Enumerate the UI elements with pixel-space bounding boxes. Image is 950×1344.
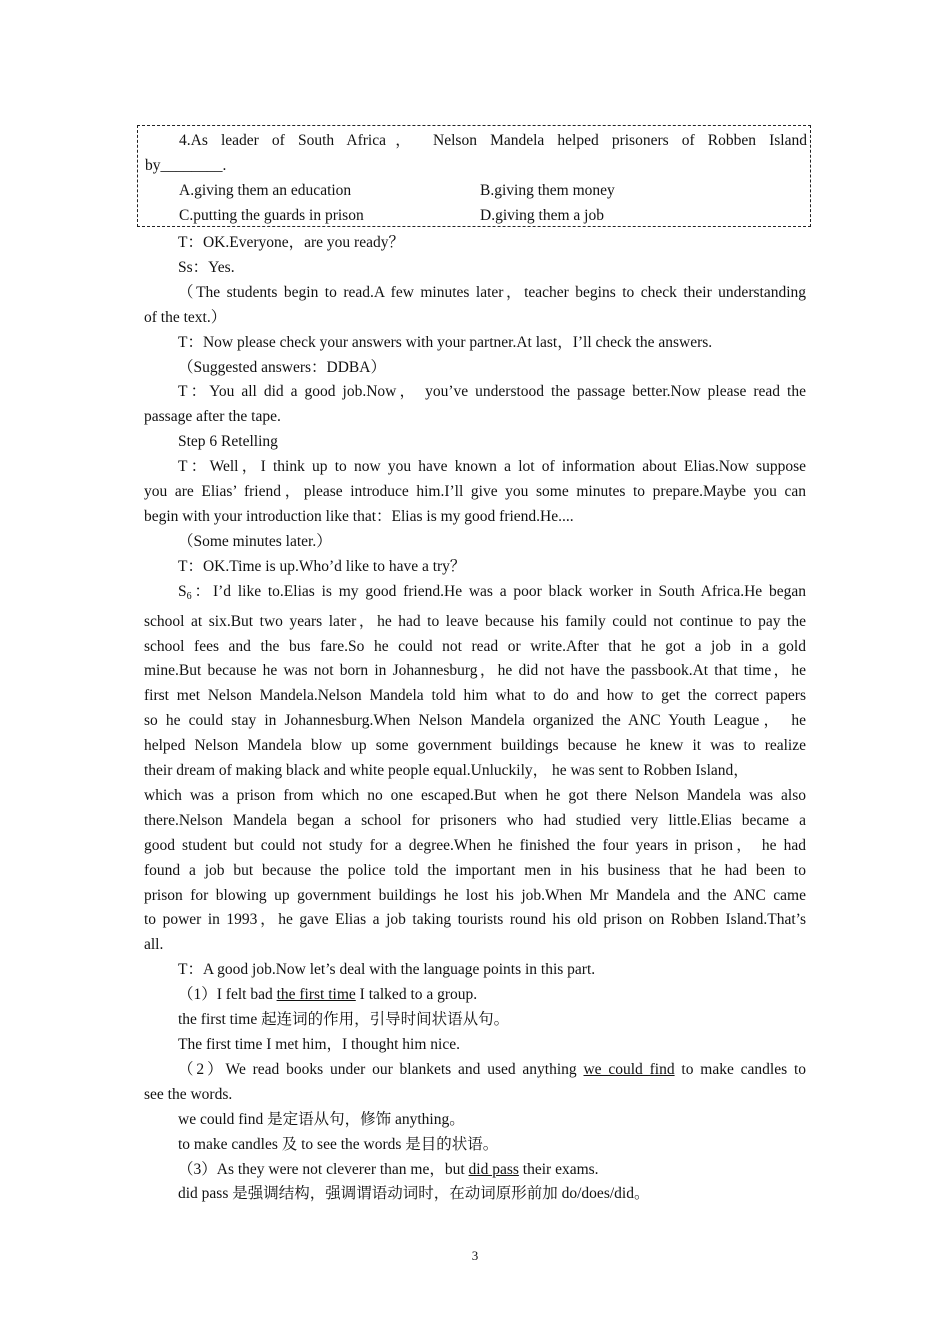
speaker-label: S bbox=[178, 582, 187, 600]
text-line: to make candles 及 to see the words 是目的状语。 bbox=[178, 1135, 499, 1153]
question-blank-line: by________. bbox=[145, 156, 227, 174]
text-line: school fees and the bus fare.So he could not read or write.After that he got a job in a gold bbox=[144, 637, 806, 655]
text-span: to make candles to bbox=[674, 1060, 806, 1078]
text-span: （2）We read books under our blankets and used anything bbox=[178, 1060, 584, 1078]
text-line: T：Now please check your answers with your partner.At last，I’ll check the answers. bbox=[178, 333, 713, 351]
options-row-1 bbox=[145, 179, 807, 204]
option-b: B.giving them money bbox=[480, 181, 615, 199]
language-point-2 bbox=[144, 1058, 806, 1083]
text-line: T：A good job.Now let’s deal with the language points in this part. bbox=[178, 961, 596, 979]
text-line: T：OK.Time is up.Who’d like to have a try？ bbox=[178, 557, 466, 575]
text-span: I talked to a group. bbox=[355, 986, 478, 1004]
text-span: （3）As they were not cleverer than me，but bbox=[178, 1160, 469, 1178]
text-line: first met Nelson Mandela.Nelson Mandela told him what to do and how to get the correct papers bbox=[144, 687, 806, 705]
text-line: T：OK.Everyone，are you ready？ bbox=[178, 234, 404, 251]
step-heading: Step 6 Retelling bbox=[178, 433, 278, 451]
question-stem: 4.As leader of South Africa， Nelson Mandela helped prisoners of Robben Island bbox=[179, 132, 807, 149]
page-number: 3 bbox=[471, 1248, 479, 1263]
text-span: ：I’d like to.Elias is my good friend.He was a poor black worker in South Africa.He began bbox=[191, 582, 806, 600]
text-line bbox=[144, 580, 806, 610]
option-c: C.putting the guards in prison bbox=[179, 206, 364, 224]
text-line: all. bbox=[144, 936, 164, 954]
underlined-phrase: did pass bbox=[468, 1160, 519, 1178]
text-line: mine.But because he was not born in Johannesburg，he did not have the passbook.At that time，he bbox=[144, 662, 806, 680]
underlined-phrase: the first time bbox=[276, 986, 356, 1004]
text-line: good student but could not study for a degree.When he finished the four years in prison， he had bbox=[144, 836, 806, 854]
text-line: so he could stay in Johannesburg.When Nelson Mandela organized the ANC Youth League， he bbox=[144, 712, 806, 730]
text-line: prison for blowing up government buildings he lost his job.When Mr Mandela and the ANC came bbox=[144, 886, 806, 904]
text-line: see the words. bbox=[144, 1085, 233, 1103]
text-line: Ss：Yes. bbox=[178, 258, 235, 276]
text-line: helped Nelson Mandela blow up some government buildings because he knew it was to realize bbox=[144, 737, 806, 755]
text-line: T：Well，I think up to now you have known a lot of information about Elias.Now suppose bbox=[178, 458, 806, 476]
text-line: found a job but because the police told the important men in his business that he had been to bbox=[144, 861, 806, 879]
text-line: the first time 起连词的作用，引导时间状语从句。 bbox=[178, 1011, 510, 1029]
text-line: which was a prison from which no one escaped.But when he got there Nelson Mandela was also bbox=[144, 786, 806, 804]
speaker-subscript: 6 bbox=[186, 590, 192, 602]
question-content bbox=[145, 129, 807, 229]
text-span: their exams. bbox=[518, 1160, 599, 1178]
text-line: begin with your introduction like that：Elias is my good friend.He.... bbox=[144, 507, 574, 525]
text-line: passage after the tape. bbox=[144, 408, 281, 426]
lesson-body bbox=[144, 231, 806, 1207]
text-line: of the text.） bbox=[144, 308, 227, 326]
text-line: T：You all did a good job.Now， you’ve understood the passage better.Now please read the bbox=[178, 383, 806, 401]
text-line: （Some minutes later.） bbox=[178, 532, 332, 550]
text-line: did pass 是强调结构，强调谓语动词时，在动词原形前加 do/does/did。 bbox=[178, 1185, 650, 1203]
text-line: The first time I met him，I thought him nice. bbox=[178, 1036, 460, 1053]
text-line: school at six.But two years later，he had to leave because his family could not continue to pay the bbox=[144, 612, 806, 630]
text-line: their dream of making black and white people equal.Unluckily， he was sent to Robben Island， bbox=[144, 762, 749, 780]
underlined-phrase: we could find bbox=[583, 1060, 675, 1078]
option-a: A.giving them an education bbox=[179, 181, 352, 199]
option-d: D.giving them a job bbox=[480, 206, 604, 224]
text-span: （1）I felt bad bbox=[178, 986, 277, 1004]
language-point-1 bbox=[144, 983, 806, 1008]
text-line: there.Nelson Mandela began a school for prisoners who had studied very little.Elias became a bbox=[144, 811, 806, 829]
language-point-3 bbox=[144, 1158, 806, 1183]
text-line: to power in 1993，he gave Elias a job taking tourists round his old prison on Robben Island.That’s bbox=[144, 911, 806, 929]
text-line: （The students begin to read.A few minutes later，teacher begins to check their understanding bbox=[178, 283, 806, 301]
options-row-2 bbox=[145, 204, 807, 229]
text-line: you are Elias’ friend，please introduce him.I’ll give you some minutes to prepare.Maybe you can bbox=[144, 483, 806, 501]
text-line: we could find 是定语从句，修饰 anything。 bbox=[178, 1110, 465, 1128]
question-box bbox=[137, 125, 811, 227]
text-line: （Suggested answers：DDBA） bbox=[178, 358, 386, 376]
